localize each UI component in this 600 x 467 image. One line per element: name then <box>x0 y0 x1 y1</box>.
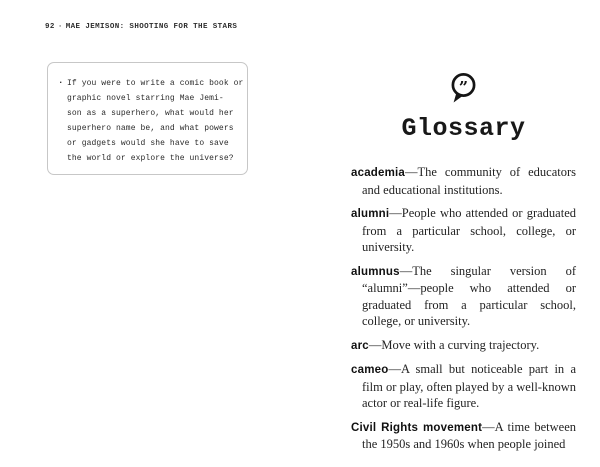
glossary-entry <box>351 419 576 453</box>
callout-line: or gadgets would she have to save <box>67 139 229 148</box>
running-head <box>45 23 237 31</box>
glossary-definition: People who attended or graduated from a particular school, college, or university. <box>362 206 576 254</box>
page-number: 92 <box>45 23 55 31</box>
glossary-definition: The community of educators and educational institutions. <box>362 165 576 197</box>
glossary-entry <box>351 263 576 330</box>
glossary-entry <box>351 205 576 256</box>
glossary-term: alumnus <box>351 265 400 278</box>
glossary-entries <box>351 164 576 453</box>
term-separator: — <box>368 337 382 352</box>
glossary-title: Glossary <box>401 114 526 143</box>
callout-line: superhero name be, and what powers <box>67 124 234 133</box>
glossary-definition: A small but noticeable part in a film or play, often played by a well-known actor or real-life figure. <box>362 362 576 410</box>
speech-bubble-quotes-icon <box>449 72 478 105</box>
callout-line: the world or explore the universe? <box>67 154 234 163</box>
glossary-term: academia <box>351 167 406 179</box>
glossary-definition: A time between the 1950s and 1960s when people joined <box>362 419 576 451</box>
glossary-term: alumni <box>351 208 390 220</box>
term-separator: — <box>482 419 495 434</box>
glossary-entry <box>351 361 576 412</box>
term-separator: — <box>399 263 413 278</box>
glossary-section <box>351 72 576 460</box>
callout-line: son as a superhero, what would her <box>67 109 234 118</box>
book-title: MAE JEMISON: SHOOTING FOR THE STARS <box>65 23 238 31</box>
glossary-header <box>351 72 576 144</box>
callout-box <box>47 62 248 175</box>
glossary-term: arc <box>351 339 369 352</box>
glossary-entry <box>351 337 576 355</box>
quote-glyph: ” <box>458 77 469 97</box>
callout-line: If you were to write a comic book or <box>67 79 244 88</box>
glossary-definition: The singular version of “alumni”—people who attended or graduated from a particular school, college, or university. <box>362 263 576 328</box>
term-separator: — <box>388 362 401 376</box>
glossary-term: Civil Rights movement <box>351 421 483 434</box>
glossary-term: cameo <box>351 364 389 376</box>
glossary-entry <box>351 164 576 198</box>
header-separator: · <box>57 23 63 31</box>
glossary-definition: Move with a curving trajectory. <box>381 337 540 352</box>
callout-line: graphic novel starring Mae Jemi- <box>67 94 224 103</box>
term-separator: — <box>405 165 418 179</box>
callout-bullet: · <box>58 78 64 88</box>
term-separator: — <box>389 206 402 220</box>
callout-text <box>67 76 244 166</box>
